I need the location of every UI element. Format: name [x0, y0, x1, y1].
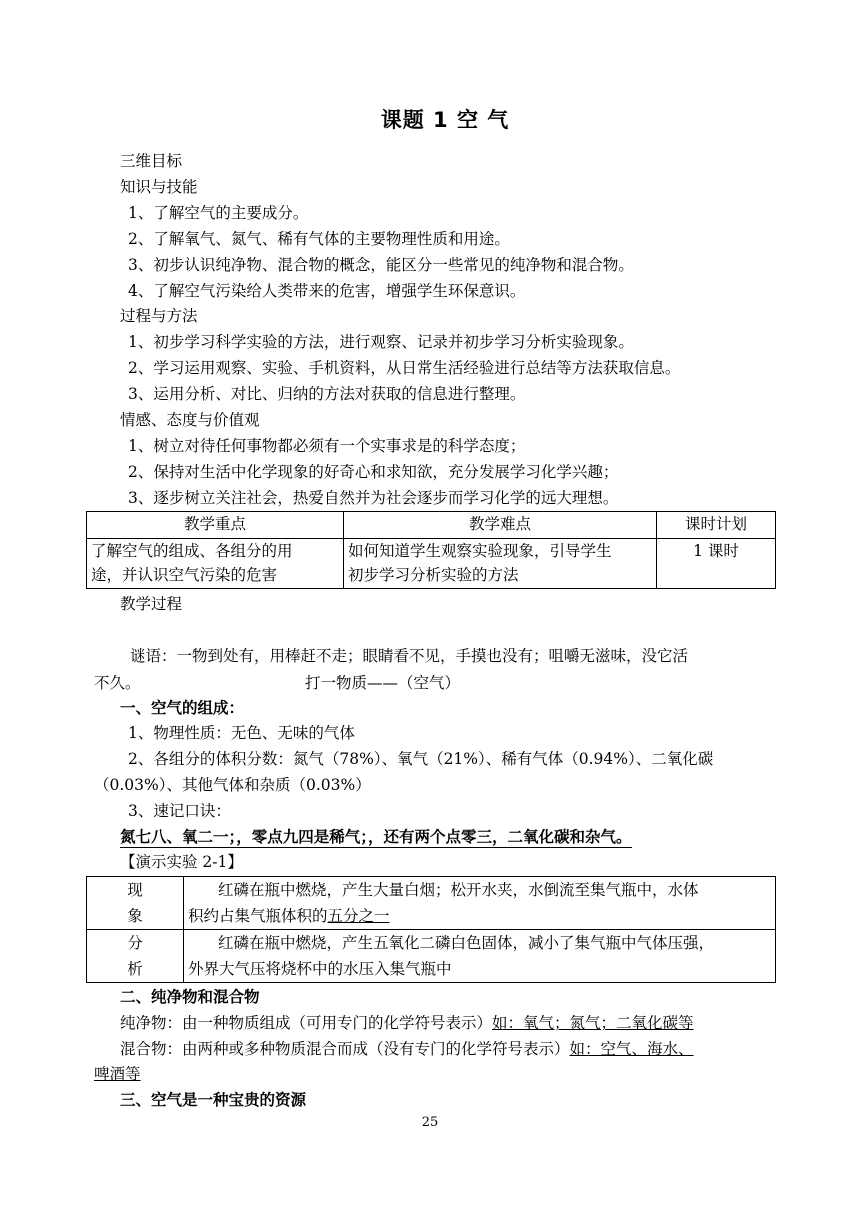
riddle-answer: 打一物质——（空气）	[305, 674, 461, 692]
section3-heading: 三、空气是一种宝贵的资源	[120, 1091, 307, 1109]
process-item-3: 3、运用分析、对比、归纳的方法对获取的信息进行整理。	[128, 385, 526, 403]
pure-substance-line	[120, 1012, 694, 1034]
mnemonic-text: 氮七八、氧二一；，零点九四是稀气；，还有两个点零三，二氧化碳和杂气。	[120, 828, 632, 846]
mixture-line-2	[94, 1063, 141, 1085]
demo-table	[86, 876, 776, 983]
phenomenon-head-2: 象	[127, 907, 143, 925]
section2-heading: 二、纯净物和混合物	[120, 988, 260, 1006]
pure-substance-text: 纯净物：由一种物质组成（可用专门的化学符号表示）	[120, 1014, 493, 1032]
section1-heading: 一、空气的组成：	[120, 699, 245, 717]
mixture-line	[120, 1038, 694, 1060]
key-point-line-1: 了解空气的组成、各组分的用	[91, 542, 293, 560]
analysis-head-cell	[87, 930, 184, 983]
plan-table	[86, 511, 776, 589]
section1-item-1: 1、物理性质：无色、无味的气体	[128, 724, 355, 742]
process-item-1: 1、初步学习科学实验的方法，进行观察、记录并初步学习分析实验现象。	[128, 333, 634, 351]
analysis-line-2: 外界大气压将烧杯中的水压入集气瓶中	[188, 960, 452, 978]
phenomenon-line-2	[188, 903, 775, 929]
demo-label: 【演示实验 2-1】	[120, 853, 243, 871]
cell-difficulty	[344, 539, 657, 589]
difficulty-line-2: 初步学习分析实验的方法	[348, 566, 519, 584]
analysis-cell	[184, 930, 776, 983]
knowledge-item-2: 2、了解氧气、氮气、稀有气体的主要物理性质和用途。	[128, 230, 510, 248]
phenomenon-fraction: 五分之一	[327, 907, 390, 925]
phenomenon-cell	[184, 877, 776, 930]
section1-item-3: 3、速记口诀：	[128, 802, 231, 820]
plan-table-header-row	[87, 512, 776, 539]
demo-analysis-row	[87, 930, 776, 983]
page-number: 25	[421, 1115, 439, 1130]
section1-item-2-line-2: （0.03%）、其他气体和杂质（0.03%）	[94, 776, 371, 794]
key-point-line-2: 途，并认识空气污染的危害	[91, 566, 278, 584]
phenomenon-head-1: 现	[127, 881, 143, 899]
emotion-heading: 情感、态度与价值观	[120, 411, 260, 429]
pure-substance-examples: 如：氧气；氮气；二氧化碳等	[492, 1014, 694, 1032]
emotion-item-3: 3、逐步树立关注社会，热爱自然并为社会逐步而学习化学的远大理想。	[128, 489, 619, 507]
header-key-point: 教学重点	[87, 512, 344, 539]
knowledge-heading: 知识与技能	[120, 178, 198, 196]
mixture-text: 混合物：由两种或多种物质混合而成（没有专门的化学符号表示）	[120, 1040, 570, 1058]
objectives-heading: 三维目标	[120, 152, 183, 170]
riddle-line-2a: 不久。	[94, 674, 141, 692]
analysis-head-2: 析	[127, 960, 143, 978]
mnemonic	[120, 826, 632, 848]
knowledge-item-1: 1、了解空气的主要成分。	[128, 204, 309, 222]
emotion-item-1: 1、树立对待任何事物都必须有一个实事求是的科学态度；	[128, 437, 526, 455]
demo-phenomenon-row	[87, 877, 776, 930]
difficulty-line-1: 如何知道学生观察实验现象，引导学生	[348, 542, 612, 560]
plan-table-row	[87, 539, 776, 589]
riddle-line-1: 谜语：一物到处有，用棒赶不走；眼睛看不见，手摸也没有；咀嚼无滋味，没它活	[130, 647, 689, 665]
phenomenon-line-2-text: 积约占集气瓶体积的	[188, 907, 328, 925]
knowledge-item-4: 4、了解空气污染给人类带来的危害，增强学生环保意识。	[128, 282, 526, 300]
cell-key-point	[87, 539, 344, 589]
section1-item-2-line-1: 2、各组分的体积分数：氮气（78%）、氧气（21%）、稀有气体（0.94%）、二氧化碳	[128, 750, 714, 768]
process-heading: 过程与方法	[120, 307, 198, 325]
emotion-item-2: 2、保持对生活中化学现象的好奇心和求知欲，充分发展学习化学兴趣；	[128, 463, 619, 481]
header-difficulty: 教学难点	[344, 512, 657, 539]
header-hours: 课时计划	[657, 512, 776, 539]
mixture-examples-cont: 啤酒等	[94, 1065, 141, 1083]
process-item-2: 2、学习运用观察、实验、手机资料，从日常生活经验进行总结等方法获取信息。	[128, 359, 681, 377]
knowledge-item-3: 3、初步认识纯净物、混合物的概念，能区分一些常见的纯净物和混合物。	[128, 256, 634, 274]
lesson-title: 课题 1 空 气	[380, 108, 510, 132]
mixture-examples: 如：空气、海水、	[569, 1040, 694, 1058]
cell-hours: 1 课时	[657, 539, 776, 589]
process-section-heading: 教学过程	[120, 595, 183, 613]
phenomenon-head-cell	[87, 877, 184, 930]
analysis-head-1: 分	[127, 934, 143, 952]
phenomenon-line-1: 红磷在瓶中燃烧，产生大量白烟；松开水夹，水倒流至集气瓶中，水体	[218, 881, 699, 899]
analysis-line-1: 红磷在瓶中燃烧，产生五氧化二磷白色固体，减小了集气瓶中气体压强，	[218, 934, 715, 952]
